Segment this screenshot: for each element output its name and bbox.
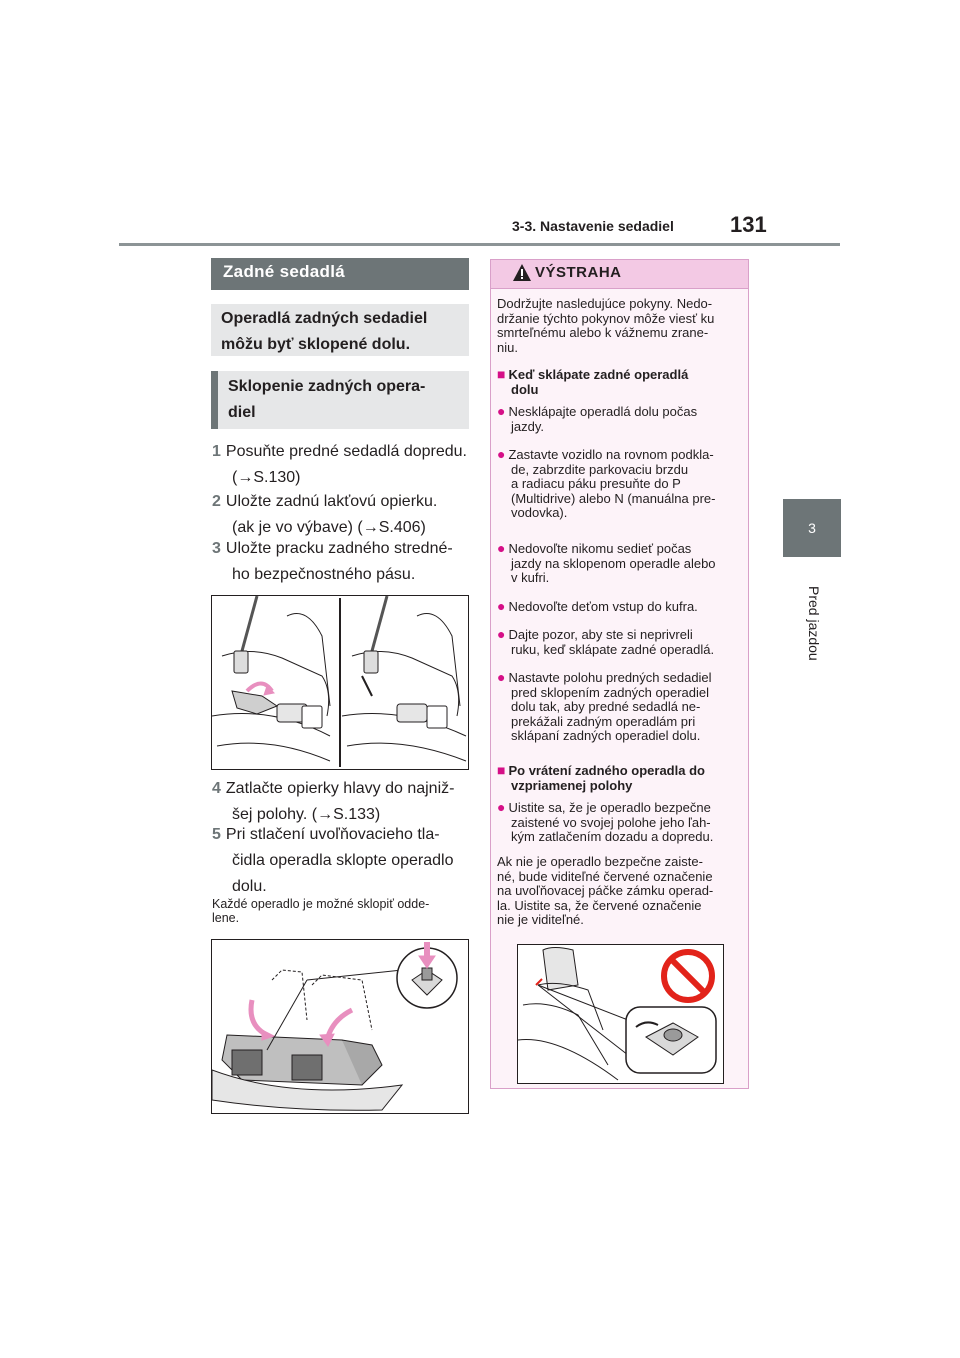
figure-red-mark <box>517 944 724 1084</box>
bullet-line: kým zatlačením dozadu a dopredu. <box>511 829 714 844</box>
step-text: ho bezpečnostného pásu. <box>232 566 416 583</box>
closing-line: Ak nie je operadlo bezpečne zaiste- <box>497 854 703 869</box>
bullet-line: jazdy na sklopenom operadle alebo <box>511 555 716 571</box>
step-1 <box>212 439 472 491</box>
step-text: Posuňte predné sedadlá dopredu. <box>225 443 467 460</box>
step-4 <box>212 776 472 828</box>
step-number: 5 <box>212 826 221 843</box>
warning-bullet-2 <box>497 447 745 521</box>
page-number: 131 <box>730 212 767 237</box>
chapter-title: Pred jazdou <box>806 586 822 661</box>
step-text: (→S.130) <box>232 469 301 486</box>
bullet-line: Nedovoľte nikomu sedieť počas <box>508 541 692 556</box>
warning-intro-line: držanie týchto pokynov môže viesť ku <box>497 310 715 326</box>
warning-heading-1 <box>497 367 745 397</box>
figure-buckle-stow <box>211 595 469 770</box>
heading-line: vzpriamenej polohy <box>511 777 633 793</box>
warning-bullet-3 <box>497 541 745 586</box>
warning-bullet-1 <box>497 404 745 434</box>
warning-intro-line: smrteľnému alebo k vážnemu zrane- <box>497 325 709 340</box>
header-divider <box>119 243 840 246</box>
step-number: 4 <box>212 780 221 797</box>
heading-line: Po vrátení zadného operadla do <box>508 763 705 778</box>
square-bullet-icon: ■ <box>497 762 506 778</box>
chapter-number: 3 <box>808 520 816 536</box>
warning-bullet-5 <box>497 627 745 657</box>
closing-line: na uvoľňovacej páčke zámku operad- <box>497 883 714 898</box>
step-3 <box>212 536 472 588</box>
bullet-line: Nedovoľte deťom vstup do kufra. <box>508 599 698 614</box>
subsection-title <box>211 371 469 429</box>
note-line: lene. <box>212 911 240 925</box>
bullet-line: prekážali zadným operadlám pri <box>511 713 696 729</box>
step-text: Uložte zadnú lakťovú opierku. <box>225 493 438 510</box>
square-bullet-icon: ■ <box>497 366 506 382</box>
bullet-line: pred sklopením zadných operadiel <box>511 684 710 700</box>
bullet-line: ruku, keď sklápate zadné operadlá. <box>511 641 715 657</box>
closing-line: né, bude viditeľné červené označenie <box>497 868 713 884</box>
bullet-line: jazdy. <box>511 418 544 434</box>
bullet-line: de, zabrzdite parkovaciu brzdu <box>511 461 689 477</box>
step-number: 2 <box>212 493 221 510</box>
section-title: Zadné sedadlá <box>211 258 469 290</box>
intro-line: môžu byť sklopené dolu. <box>221 336 411 353</box>
note-line: Každé operadlo je možné sklopiť odde- <box>212 897 430 911</box>
warning-bullet-4 <box>497 599 745 615</box>
warning-triangle-icon <box>512 263 532 287</box>
intro-box <box>211 304 469 356</box>
step-5 <box>212 822 472 900</box>
step-text: (ak je vo výbave) (→S.406) <box>232 519 426 536</box>
bullet-line: Dajte pozor, aby ste si neprivreli <box>508 627 693 642</box>
bullet-line: sklápaní zadných operadiel dolu. <box>511 728 701 743</box>
circle-bullet-icon: ● <box>497 799 506 815</box>
warning-intro-line: niu. <box>497 339 518 355</box>
warning-heading-2 <box>497 763 745 793</box>
circle-bullet-icon: ● <box>497 540 506 556</box>
circle-bullet-icon: ● <box>497 669 506 685</box>
bullet-line: Uistite sa, že je operadlo bezpečne <box>508 800 711 815</box>
step-number: 3 <box>212 540 221 557</box>
note <box>212 897 474 925</box>
circle-bullet-icon: ● <box>497 598 506 614</box>
circle-bullet-icon: ● <box>497 626 506 642</box>
subsection-title-line: diel <box>228 404 256 421</box>
step-text: Uložte pracku zadného stredné- <box>225 540 453 557</box>
buckle-illustration <box>212 596 468 769</box>
bullet-line: (Multidrive) alebo N (manuálna pre- <box>511 490 716 506</box>
closing-line: la. Uistite sa, že červené označenie <box>497 897 702 913</box>
circle-bullet-icon: ● <box>497 403 506 419</box>
heading-line: Keď sklápate zadné operadlá <box>508 367 689 382</box>
step-number: 1 <box>212 443 221 460</box>
step-text: šej polohy. (→S.133) <box>232 806 381 823</box>
bullet-line: Nastavte polohu predných sedadiel <box>508 670 712 685</box>
intro-line: Operadlá zadných sedadiel <box>221 310 428 327</box>
section-header: 3-3. Nastavenie sedadiel <box>512 218 674 234</box>
bullet-line: zaistené vo svojej polohe jeho ľah- <box>511 814 711 830</box>
step-text: Zatlačte opierky hlavy do najniž- <box>225 780 455 797</box>
warning-intro <box>497 297 745 355</box>
bullet-line: vodovka). <box>511 505 568 520</box>
red-mark-illustration <box>518 945 723 1083</box>
step-text: čidla operadla sklopte operadlo <box>232 852 454 869</box>
figure-fold-seatbacks <box>211 939 469 1114</box>
circle-bullet-icon: ● <box>497 446 506 462</box>
heading-line: dolu <box>511 381 539 397</box>
bullet-line: Zastavte vozidlo na rovnom podkla- <box>508 447 714 462</box>
warning-title: VÝSTRAHA <box>535 264 622 281</box>
fold-illustration <box>212 940 468 1113</box>
step-text: Pri stlačení uvoľňovacieho tla- <box>225 826 440 843</box>
warning-bullet-6 <box>497 670 745 744</box>
warning-bullet-7 <box>497 800 745 845</box>
step-text: dolu. <box>232 878 267 895</box>
bullet-line: a radiacu páku presuňte do P <box>511 476 681 491</box>
warning-closing <box>497 855 745 928</box>
step-2 <box>212 489 472 541</box>
bullet-line: v kufri. <box>511 570 550 585</box>
bullet-line: Nesklápajte operadlá dolu počas <box>508 404 698 419</box>
chapter-tab[interactable] <box>783 499 841 557</box>
bullet-line: dolu tak, aby predné sedadlá ne- <box>511 699 701 714</box>
closing-line: nie je viditeľné. <box>497 912 584 927</box>
subsection-title-line: Sklopenie zadných opera- <box>228 378 426 395</box>
warning-intro-line: Dodržujte nasledujúce pokyny. Nedo- <box>497 296 713 311</box>
